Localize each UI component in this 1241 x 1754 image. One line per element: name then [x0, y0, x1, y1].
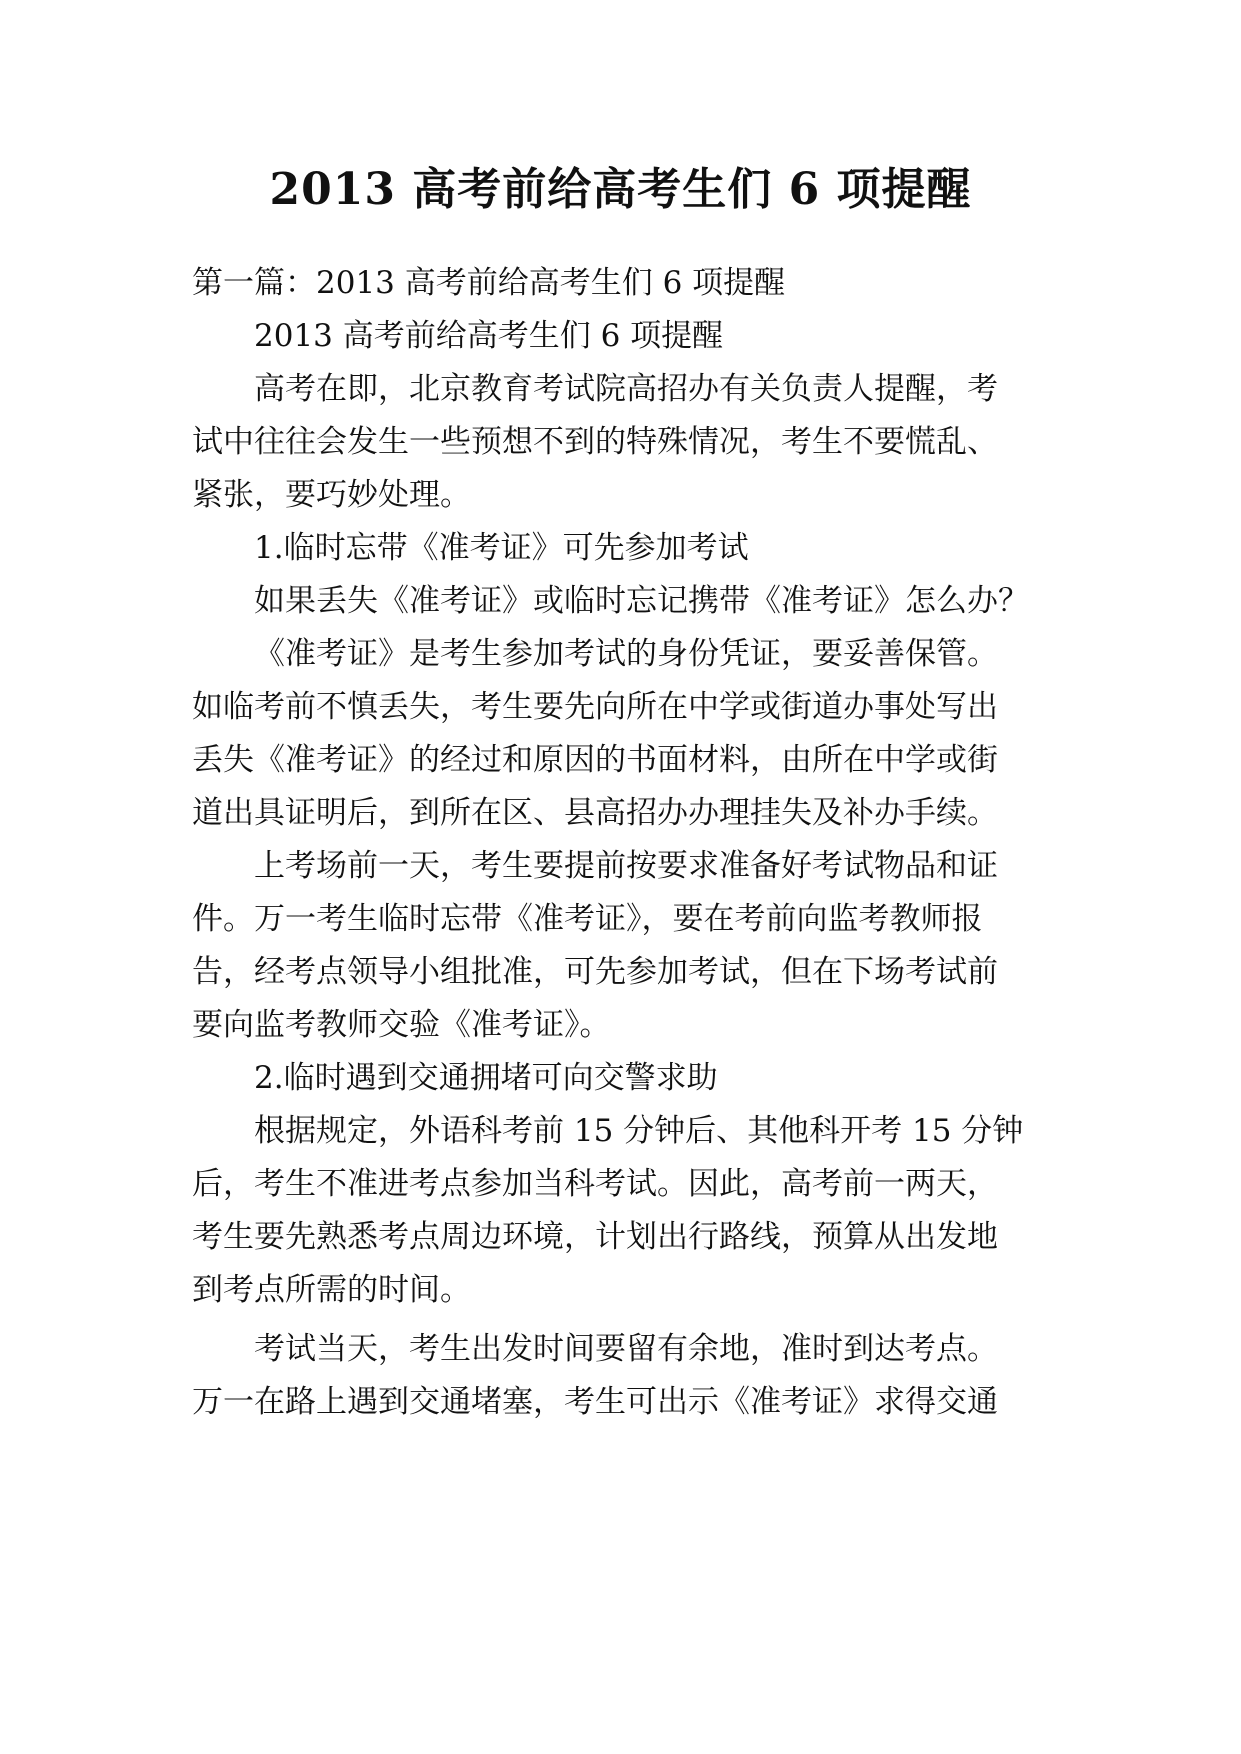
paragraph-line: 高考在即，北京教育考试院高招办有关负责人提醒，考	[254, 371, 998, 407]
paragraph-line: 件。万一考生临时忘带《准考证》，要在考前向监考教师报	[192, 901, 983, 937]
section-heading: 第一篇：2013 高考前给高考生们 6 项提醒	[192, 265, 786, 301]
paragraph-line: 道出具证明后，到所在区、县高招办办理挂失及补办手续。	[192, 795, 998, 831]
paragraph-line: 万一在路上遇到交通堵塞，考生可出示《准考证》求得交通	[192, 1384, 998, 1420]
paragraph-line: 告，经考点领导小组批准，可先参加考试，但在下场考试前	[192, 954, 998, 990]
paragraph-line: 考试当天，考生出发时间要留有余地，准时到达考点。	[254, 1331, 998, 1367]
paragraph-line: 要向监考教师交验《准考证》。	[192, 1007, 611, 1043]
paragraph-line: 上考场前一天，考生要提前按要求准备好考试物品和证	[254, 848, 998, 884]
document-title: 2013 高考前给高考生们 6 项提醒	[269, 164, 972, 215]
paragraph-line: 试中往往会发生一些预想不到的特殊情况，考生不要慌乱、	[192, 424, 998, 460]
paragraph-line: 紧张，要巧妙处理。	[192, 477, 471, 513]
paragraph-line: 如临考前不慎丢失，考生要先向所在中学或街道办事处写出	[192, 689, 998, 725]
paragraph-line: 如果丢失《准考证》或临时忘记携带《准考证》怎么办？	[254, 583, 1029, 619]
paragraph-line: 考生要先熟悉考点周边环境，计划出行路线，预算从出发地	[192, 1219, 998, 1255]
paragraph-line: 丢失《准考证》的经过和原因的书面材料，由所在中学或街	[192, 742, 998, 778]
paragraph-line: 到考点所需的时间。	[192, 1272, 471, 1308]
paragraph-line: 后，考生不准进考点参加当科考试。因此，高考前一两天，	[192, 1166, 998, 1202]
paragraph-line: 《准考证》是考生参加考试的身份凭证，要妥善保管。	[254, 636, 998, 672]
subtitle: 2013 高考前给高考生们 6 项提醒	[254, 318, 724, 354]
item-heading: 1.临时忘带《准考证》可先参加考试	[254, 530, 749, 566]
item-heading: 2.临时遇到交通拥堵可向交警求助	[254, 1060, 718, 1096]
paragraph-line: 根据规定，外语科考前 15 分钟后、其他科开考 15 分钟	[254, 1113, 1024, 1149]
